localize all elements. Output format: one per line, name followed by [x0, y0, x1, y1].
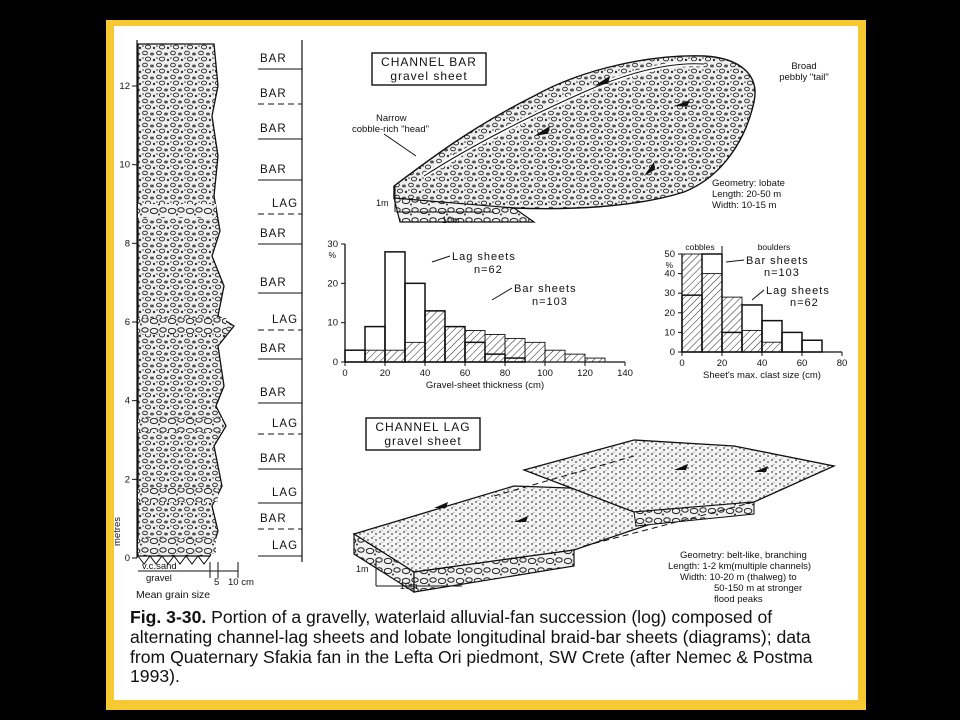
legend-lag-leader — [752, 290, 764, 300]
y-tick-label: 40 — [664, 268, 675, 280]
log-unit-label: LAG — [272, 198, 299, 210]
lag-title-line1: CHANNEL LAG — [375, 420, 471, 434]
log-unit-label: LAG — [272, 540, 299, 552]
bar-geometry-line: Geometry: lobate — [712, 178, 785, 189]
bar-sheets-bar — [702, 274, 722, 352]
bar-sheets-bar — [585, 358, 605, 362]
log-gravel-body — [138, 44, 234, 556]
y-tick-label: 20 — [664, 307, 675, 319]
lag-band — [138, 318, 226, 334]
log-unit-label: LAG — [272, 418, 299, 430]
legend-bar-n: n=103 — [532, 296, 568, 308]
lag-band — [138, 418, 222, 432]
bar-sheets-bar — [445, 327, 465, 362]
bar-sheets-bar — [405, 342, 425, 362]
y-tick-label: 20 — [327, 278, 338, 290]
head-label-line2: cobble-rich "head" — [352, 124, 429, 135]
log-unit-labels — [258, 53, 302, 556]
y-tick-label: 10 — [664, 327, 675, 339]
log-unit-label: BAR — [260, 123, 287, 135]
log-unit-label: BAR — [260, 387, 287, 399]
x-tick-label: 40 — [419, 368, 431, 379]
y-tick-label: 0 — [332, 357, 338, 368]
x-tick-label: 20 — [379, 368, 391, 379]
log-unit-label: BAR — [260, 343, 287, 355]
bar-sheets-bar — [425, 311, 445, 362]
lag-title-line2: gravel sheet — [384, 434, 462, 448]
y-axis-label: % — [665, 260, 673, 270]
x-tick-label: 140 — [617, 368, 633, 379]
log-unit-label: LAG — [272, 314, 299, 326]
log-tick-label: 12 — [119, 81, 130, 92]
y-tick-label: 50 — [664, 249, 675, 260]
head-label-line1: Narrow — [376, 113, 407, 124]
grain-label-gravel: gravel — [146, 573, 172, 584]
bar-scale-horizontal-label: 10m — [442, 215, 460, 225]
legend-lag-n: n=62 — [474, 264, 503, 276]
x-tick-label: 80 — [836, 358, 848, 369]
bar-sheets-bar — [742, 330, 762, 352]
legend-bar-name: Bar sheets — [514, 283, 577, 295]
stratigraphic-log — [112, 40, 302, 601]
legend-bar-name: Bar sheets — [746, 255, 809, 267]
legend-lag-name: Lag sheets — [452, 251, 516, 263]
grain-label-5: 5 — [214, 577, 220, 588]
legend-lag-n: n=62 — [790, 297, 819, 309]
x-tick-label: 20 — [716, 358, 728, 369]
legend-lag-name: Lag sheets — [766, 285, 830, 297]
lag-band — [138, 538, 216, 554]
bar-sheets-bar — [565, 354, 585, 362]
log-unit-label: BAR — [260, 513, 287, 525]
lag-band — [138, 488, 218, 502]
y-tick-label: 0 — [669, 347, 675, 358]
top-label-boulders: boulders — [757, 242, 791, 252]
log-unit-label: BAR — [260, 228, 287, 240]
x-tick-label: 80 — [499, 368, 511, 379]
figure-canvas — [114, 26, 858, 700]
x-tick-label: 120 — [577, 368, 593, 379]
lag-diagram — [354, 418, 834, 605]
grain-label-vcsand: v.c.sand — [142, 561, 177, 572]
grain-axis-title: Mean grain size — [136, 589, 211, 601]
top-label-cobbles: cobbles — [685, 242, 715, 252]
thickness-histogram — [327, 239, 633, 391]
tail-label-line1: Broad — [791, 61, 817, 72]
log-y-ticks — [119, 81, 137, 564]
bar-sheets-bar — [525, 342, 545, 362]
bar-title-line2: gravel sheet — [390, 69, 468, 83]
bar-sheets-bar — [365, 350, 385, 362]
lag-scale-horizontal-label: 10m — [400, 581, 418, 591]
log-tick-label: 4 — [124, 395, 130, 407]
log-unit-label: BAR — [260, 164, 287, 176]
log-unit-label: BAR — [260, 53, 287, 65]
x-axis-label: Gravel-sheet thickness (cm) — [425, 380, 545, 391]
bar-sheets-bar — [465, 331, 485, 362]
log-y-axis-label: metres — [112, 516, 123, 546]
y-tick-label: 30 — [664, 288, 675, 300]
bar-title-line1: CHANNEL BAR — [381, 55, 477, 69]
bar-sheets-bar — [722, 297, 742, 352]
log-unit-label: LAG — [272, 487, 299, 499]
x-tick-label: 100 — [537, 368, 553, 379]
legend-bar-n: n=103 — [764, 267, 800, 279]
log-tick-label: 8 — [124, 238, 130, 250]
legend-lag-leader — [432, 256, 450, 262]
lag-geometry-line: Geometry: belt-like, branching — [680, 550, 807, 561]
bar-sheets-bar — [485, 334, 505, 362]
y-axis-label: % — [328, 250, 336, 260]
tail-label-line2: pebbly "tail" — [779, 72, 829, 83]
x-tick-label: 60 — [796, 358, 808, 369]
clast-size-histogram — [664, 242, 847, 381]
bar-scale-vertical-label: 1m — [376, 198, 389, 208]
lag-geometry-line: 50-150 m at stronger — [714, 583, 803, 594]
lag-geometry-line: flood peaks — [714, 594, 763, 605]
y-tick-label: 30 — [327, 239, 338, 250]
lag-sheets-bar — [385, 252, 405, 362]
figure-page — [114, 26, 858, 700]
y-tick-label: 10 — [327, 317, 338, 329]
x-tick-label: 0 — [679, 358, 685, 369]
lag-sheets-bar — [345, 350, 365, 362]
lag-sheets-bar — [782, 332, 802, 352]
bar-sheets-bar — [682, 254, 702, 352]
bar-sheets-bar — [385, 350, 405, 362]
caption-text: Portion of a gravelly, waterlaid alluvial-fan succession (log) composed of alternating channel-lag sheets and lobate longitudinal braid-bar sheets (diagrams); data from Quaternary Sfakia fan in the Lefta Ori piedmont, SW Crete (after Nemec & Postma 1993). — [130, 607, 813, 687]
log-unit-label: BAR — [260, 453, 287, 465]
bar-sheets-bar — [545, 350, 565, 362]
grain-label-10cm: 10 cm — [228, 577, 254, 588]
figure-caption — [130, 608, 850, 687]
bar-geometry-line: Width: 10-15 m — [712, 200, 777, 211]
x-tick-label: 60 — [459, 368, 471, 379]
head-label-leader — [384, 134, 416, 156]
log-tick-label: 0 — [124, 553, 130, 564]
log-tick-label: 6 — [124, 317, 130, 328]
lag-scale-vertical-label: 1m — [356, 564, 369, 574]
log-tick-label: 2 — [124, 474, 130, 486]
lag-geometry-line: Width: 10-20 m (thalweg) to — [680, 572, 797, 583]
x-tick-label: 40 — [756, 358, 768, 369]
log-unit-label: BAR — [260, 277, 287, 289]
legend-bar-leader — [726, 260, 744, 262]
legend-bar-leader — [492, 288, 512, 300]
log-unit-label: BAR — [260, 88, 287, 100]
bar-diagram — [352, 53, 829, 225]
log-tick-label: 10 — [119, 159, 130, 171]
bar-geometry-line: Length: 20-50 m — [712, 189, 782, 200]
lag-geometry-line: Length: 1-2 km(multiple channels) — [668, 561, 812, 572]
lag-band — [138, 204, 216, 218]
x-axis-label: Sheet's max. clast size (cm) — [703, 370, 821, 381]
lag-sheets-bar — [802, 340, 822, 352]
x-tick-label: 0 — [342, 368, 348, 379]
bar-sheets-bar — [762, 342, 782, 352]
figure-number: Fig. 3-30. — [130, 607, 207, 627]
